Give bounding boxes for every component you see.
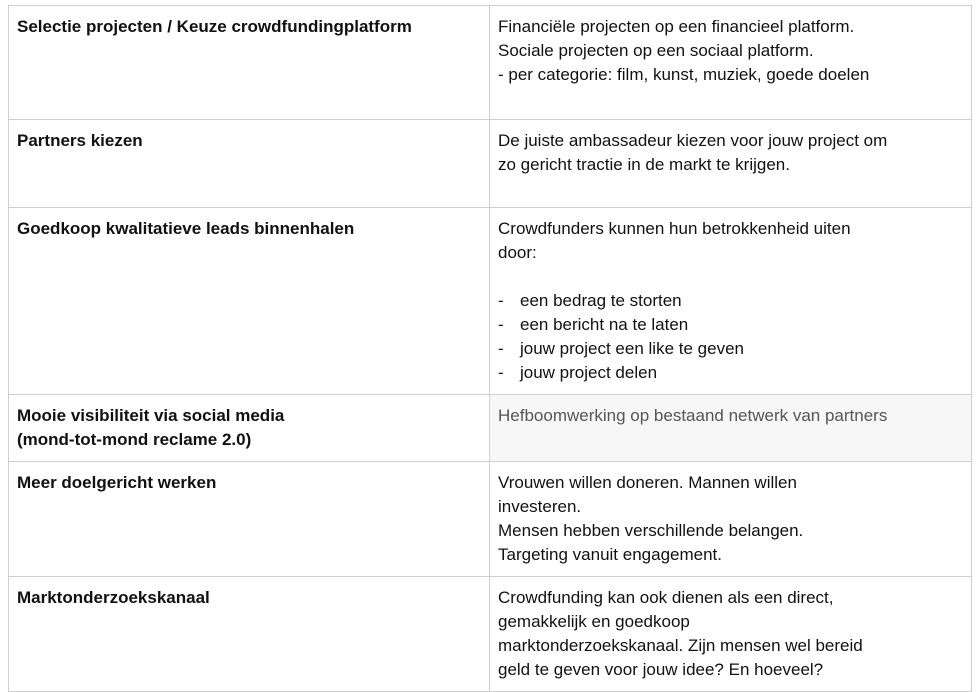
description-line: Crowdfunding kan ook dienen als een direct, xyxy=(498,588,834,607)
row-label-cell xyxy=(9,462,490,577)
row-description-cell xyxy=(490,577,972,692)
table-row xyxy=(9,208,972,395)
row-label: Partners kiezen xyxy=(17,131,143,150)
bullet-dash: - xyxy=(498,363,504,382)
bullet-item xyxy=(498,313,963,337)
row-label: (mond-tot-mond reclame 2.0) xyxy=(17,430,252,449)
row-label: Marktonderzoekskanaal xyxy=(17,588,210,607)
description-line: Vrouwen willen doneren. Mannen willen xyxy=(498,473,797,492)
description-line: zo gericht tractie in de markt te krijgen. xyxy=(498,155,790,174)
bullet-item xyxy=(498,337,963,361)
table-row xyxy=(9,577,972,692)
row-label-cell xyxy=(9,395,490,462)
table-row xyxy=(9,120,972,208)
description-line: gemakkelijk en goedkoop xyxy=(498,612,690,631)
bullet-item xyxy=(498,361,963,385)
bullet-item xyxy=(498,289,963,313)
description-line: geld te geven voor jouw idee? En hoeveel? xyxy=(498,660,824,679)
row-label: Goedkoop kwalitatieve leads binnenhalen xyxy=(17,219,355,238)
bullet-text: een bericht na te laten xyxy=(520,315,689,334)
row-description-cell xyxy=(490,395,972,462)
description-line: - per categorie: film, kunst, muziek, goede doelen xyxy=(498,65,870,84)
description-line: Targeting vanuit engagement. xyxy=(498,545,722,564)
row-label-cell xyxy=(9,208,490,395)
description-line: door: xyxy=(498,243,537,262)
table-row xyxy=(9,462,972,577)
bullet-text: een bedrag te storten xyxy=(520,291,682,310)
row-label: Mooie visibiliteit via social media xyxy=(17,406,285,425)
row-label: Selectie projecten / Keuze crowdfundingplatform xyxy=(17,17,412,36)
description-line: Crowdfunders kunnen hun betrokkenheid uiten xyxy=(498,219,851,238)
description-line: De juiste ambassadeur kiezen voor jouw project om xyxy=(498,131,888,150)
paragraph-spacer xyxy=(498,265,963,289)
row-label: Meer doelgericht werken xyxy=(17,473,217,492)
row-label-cell xyxy=(9,120,490,208)
description-line: Financiële projecten op een financieel platform. xyxy=(498,17,855,36)
row-description-cell xyxy=(490,208,972,395)
description-line: marktonderzoekskanaal. Zijn mensen wel bereid xyxy=(498,636,863,655)
description-line: investeren. xyxy=(498,497,582,516)
table-row xyxy=(9,395,972,462)
row-label-cell xyxy=(9,577,490,692)
table-row xyxy=(9,6,972,120)
crowdfunding-benefits-table xyxy=(8,5,972,692)
row-label-cell xyxy=(9,6,490,120)
bullet-text: jouw project delen xyxy=(520,363,658,382)
row-description-cell xyxy=(490,6,972,120)
description-line: Sociale projecten op een sociaal platform. xyxy=(498,41,814,60)
bullet-dash: - xyxy=(498,315,504,334)
bullet-text: jouw project een like te geven xyxy=(520,339,744,358)
description-line: Mensen hebben verschillende belangen. xyxy=(498,521,804,540)
bullet-dash: - xyxy=(498,291,504,310)
row-description-cell xyxy=(490,462,972,577)
bullet-dash: - xyxy=(498,339,504,358)
description-line: Hefboomwerking op bestaand netwerk van partners xyxy=(498,406,888,425)
row-description-cell xyxy=(490,120,972,208)
